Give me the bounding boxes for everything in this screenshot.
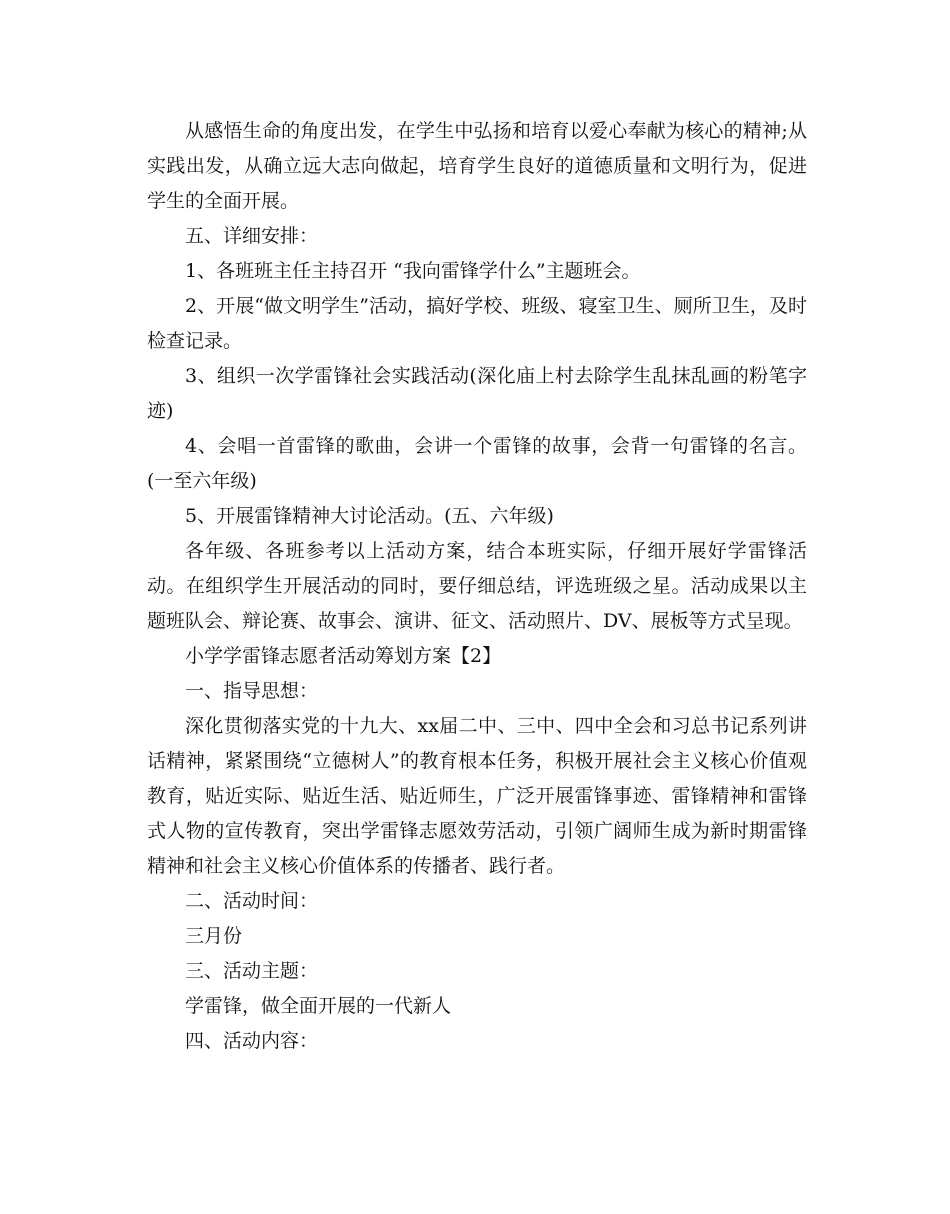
heading-guiding-ideology: 一、指导思想： — [185, 680, 319, 702]
heading-activity-time: 二、活动时间： — [185, 890, 319, 912]
paragraph-summary: 各年级、各班参考以上活动方案，结合本班实际，仔细开展好学雷锋活动。在组织学生开展活动的同时，要仔细总结，评选班级之星。活动成果以主题班队会、辩论赛、故事会、演讲、征文、活动照片、DV、展板等方式呈现。 — [147, 540, 807, 632]
section-title-plan-2: 小学学雷锋志愿者活动筹划方案【2】 — [185, 645, 502, 667]
list-item-3: 3、组织一次学雷锋社会实践活动(深化庙上村去除学生乱抹乱画的粉笔字迹) — [147, 365, 807, 422]
heading-activity-theme: 三、活动主题： — [185, 960, 319, 982]
list-item-4: 4、会唱一首雷锋的歌曲，会讲一个雷锋的故事，会背一句雷锋的名言。(一至六年级) — [147, 435, 807, 492]
list-item-2: 2、开展“做文明学生”活动，搞好学校、班级、寝室卫生、厕所卫生，及时检查记录。 — [147, 295, 807, 352]
list-item-1: 1、各班班主任主持召开 “我向雷锋学什么”主题班会。 — [185, 260, 641, 282]
list-item-5: 5、开展雷锋精神大讨论活动。(五、六年级) — [185, 505, 554, 527]
activity-theme-value: 学雷锋，做全面开展的一代新人 — [185, 995, 452, 1017]
activity-time-value: 三月份 — [185, 925, 243, 947]
heading-detailed-arrangement: 五、详细安排： — [185, 225, 319, 247]
paragraph-guiding-ideology: 深化贯彻落实党的十九大、xx届二中、三中、四中全会和习总书记系列讲话精神，紧紧围绕“立德树人”的教育根本任务，积极开展社会主义核心价值观教育，贴近实际、贴近生活、贴近师生，广泛开展雷锋事迹、雷锋精神和雷锋式人物的宣传教育，突出学雷锋志愿效劳活动，引领广阔师生成为新时期雷锋精神和社会主义核心价值体系的传播者、践行者。 — [147, 715, 807, 877]
document-body — [147, 114, 807, 1059]
paragraph-practice-goal: 从感悟生命的角度出发，在学生中弘扬和培育以爱心奉献为核心的精神;从实践出发，从确立远大志向做起，培育学生良好的道德质量和文明行为，促进学生的全面开展。 — [147, 120, 807, 212]
heading-activity-content: 四、活动内容： — [185, 1030, 319, 1052]
